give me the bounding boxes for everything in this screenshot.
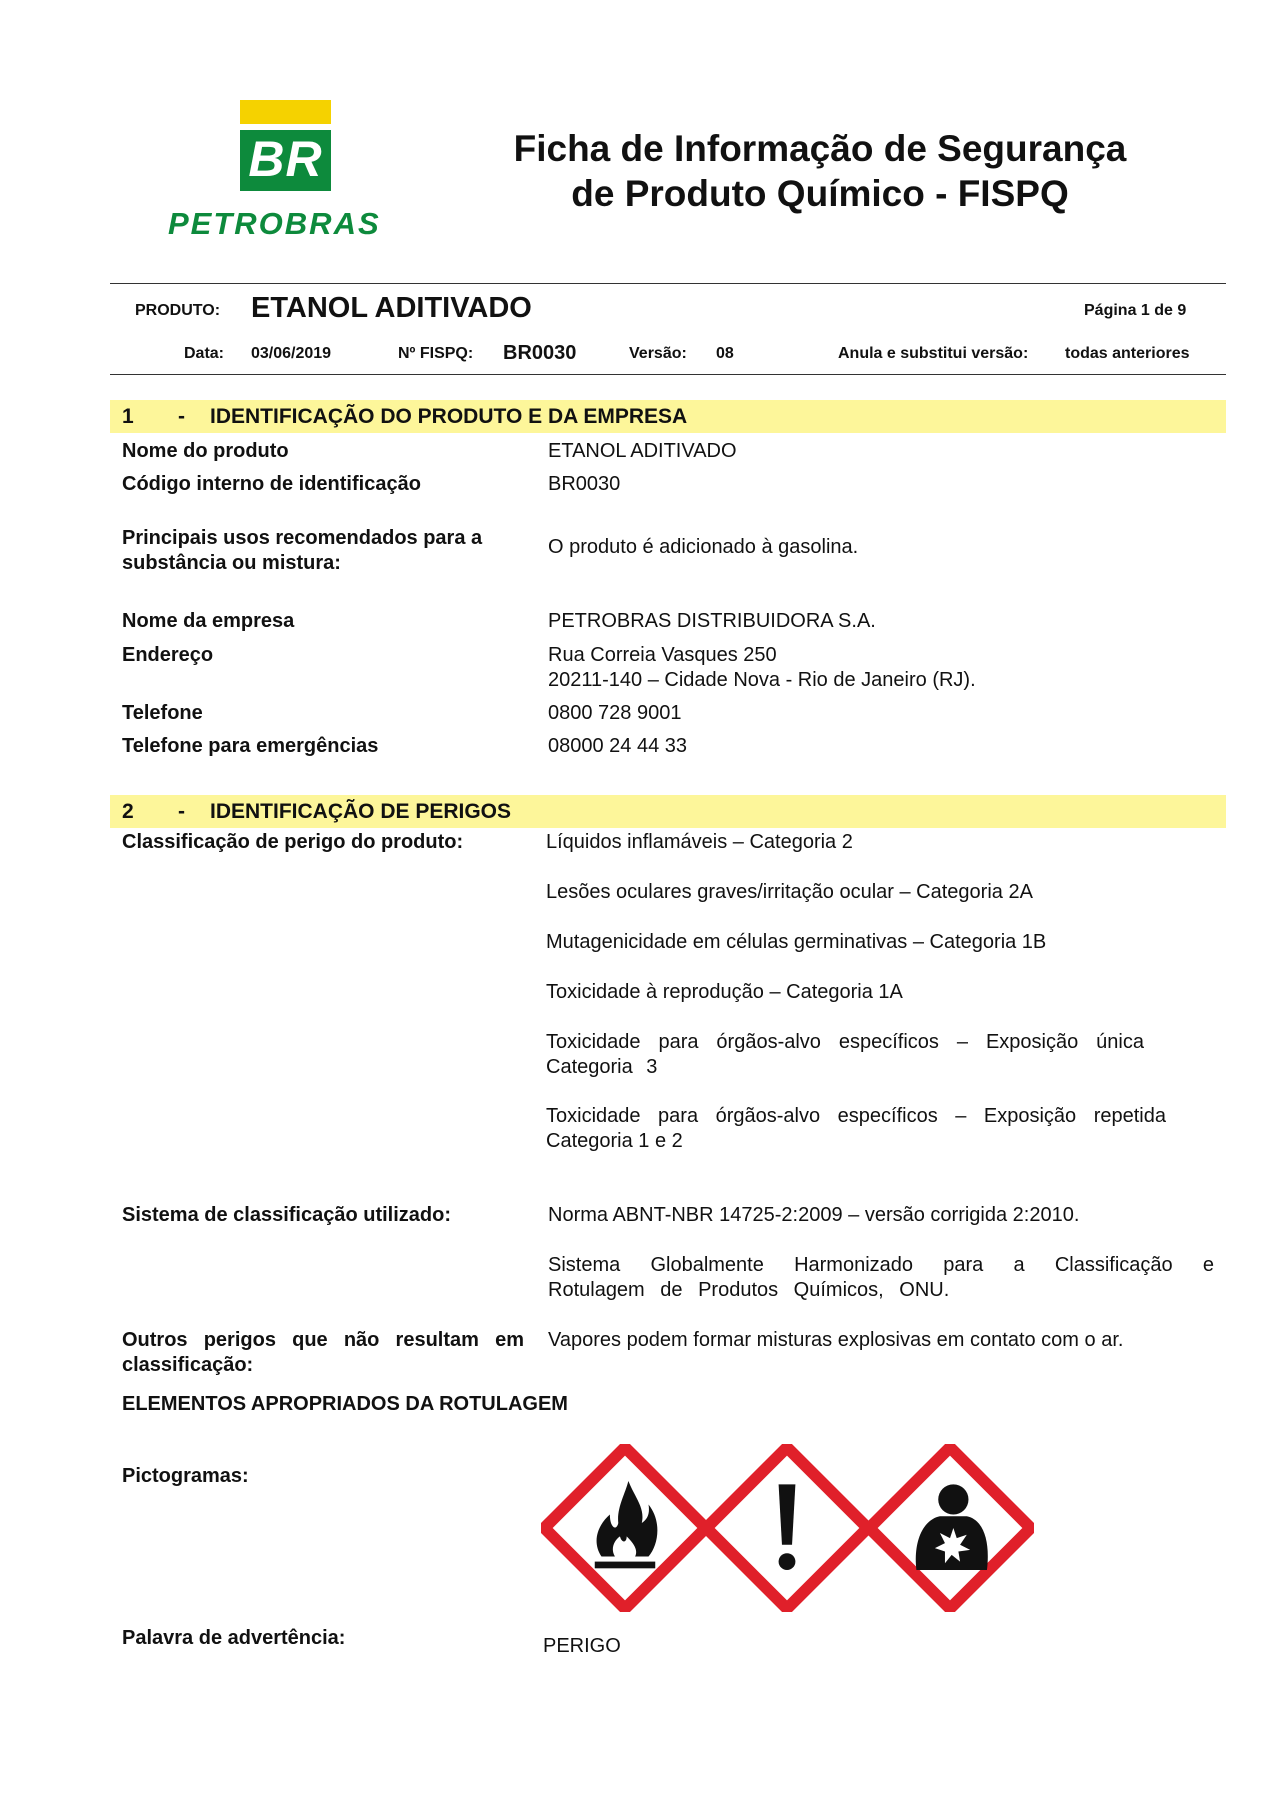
flame-icon	[541, 1444, 709, 1612]
field-label: Principais usos recomendados para a substância ou mistura:	[122, 527, 483, 574]
section-1-number: 1	[122, 405, 134, 428]
signal-word-value: PERIGO	[543, 1635, 621, 1657]
field-value: 0800 728 9001	[548, 702, 682, 724]
other-hazards-value: Vapores podem formar misturas explosivas em contato com o ar.	[548, 1329, 1124, 1351]
fispq-label: Nº FISPQ:	[398, 345, 474, 362]
system-value-2: Sistema Globalmente Harmonizado para a Classificação e Rotulagem de Produtos Químicos, ONU.	[548, 1254, 1214, 1301]
health-hazard-icon	[866, 1444, 1034, 1612]
classification-item: Toxicidade para órgãos-alvo específicos – Exposição única Categoria 3	[546, 1031, 1144, 1078]
field-value: O produto é adicionado à gasolina.	[548, 536, 859, 558]
logo-mark: BR	[248, 131, 323, 187]
field-label: Código interno de identificação	[122, 473, 421, 495]
other-hazards-label: Outros perigos que não resultam em classificação:	[122, 1329, 524, 1376]
field-value: PETROBRAS DISTRIBUIDORA S.A.	[548, 610, 876, 632]
title-line-2: de Produto Químico - FISPQ	[571, 173, 1069, 214]
header-top-rule	[110, 283, 1226, 284]
header-bottom-rule	[110, 374, 1226, 375]
section-2-title: IDENTIFICAÇÃO DE PERIGOS	[210, 800, 512, 823]
classification-item: Toxicidade à reprodução – Categoria 1A	[546, 981, 903, 1003]
page-number: Página 1 de 9	[1084, 302, 1187, 319]
section-1-title: IDENTIFICAÇÃO DO PRODUTO E DA EMPRESA	[210, 405, 688, 428]
system-value-1: Norma ABNT-NBR 14725-2:2009 – versão corrigida 2:2010.	[548, 1204, 1080, 1226]
classification-item: Toxicidade para órgãos-alvo específicos – Exposição repetida Categoria 1 e 2	[546, 1105, 1166, 1152]
version-value: 08	[716, 345, 734, 362]
title-line-1: Ficha de Informação de Segurança	[513, 128, 1127, 169]
fispq-number: BR0030	[503, 342, 577, 364]
classification-item: Líquidos inflamáveis – Categoria 2	[546, 831, 853, 853]
section-2-number: 2	[122, 800, 134, 823]
field-label: Telefone para emergências	[122, 735, 379, 757]
field-value-line-2: 20211-140 – Cidade Nova - Rio de Janeiro (RJ).	[548, 669, 976, 691]
field-value: 08000 24 44 33	[548, 735, 688, 757]
field-value: ETANOL ADITIVADO	[548, 440, 737, 462]
product-name: ETANOL ADITIVADO	[251, 292, 532, 324]
logo-wordmark: PETROBRAS	[168, 206, 381, 241]
date-value: 03/06/2019	[251, 345, 332, 362]
section-2-dash: -	[178, 800, 185, 823]
field-label: Nome do produto	[122, 440, 289, 462]
signal-word-label: Palavra de advertência:	[122, 1627, 346, 1649]
product-label: PRODUTO:	[135, 302, 221, 319]
field-label: Nome da empresa	[122, 610, 295, 632]
pictograms-label: Pictogramas:	[122, 1465, 249, 1487]
field-value: BR0030	[548, 473, 621, 495]
exclamation-mark-icon	[703, 1444, 871, 1612]
replaces-value: todas anteriores	[1065, 345, 1190, 362]
replaces-label: Anula e substitui versão:	[838, 345, 1029, 362]
logo-yellow-bar	[240, 100, 331, 124]
section-1-dash: -	[178, 405, 185, 428]
classification-item: Mutagenicidade em células germinativas – Categoria 1B	[546, 931, 1047, 953]
field-label: Endereço	[122, 644, 214, 666]
field-value: Rua Correia Vasques 250	[548, 644, 777, 666]
classification-label: Classificação de perigo do produto:	[122, 831, 464, 853]
label-elements-title: ELEMENTOS APROPRIADOS DA ROTULAGEM	[122, 1393, 568, 1415]
document-title	[480, 126, 1160, 216]
system-label: Sistema de classificação utilizado:	[122, 1204, 452, 1226]
classification-item: Lesões oculares graves/irritação ocular – Categoria 2A	[546, 881, 1033, 903]
field-label: Telefone	[122, 702, 203, 724]
version-label: Versão:	[629, 345, 687, 362]
date-label: Data:	[184, 345, 225, 362]
